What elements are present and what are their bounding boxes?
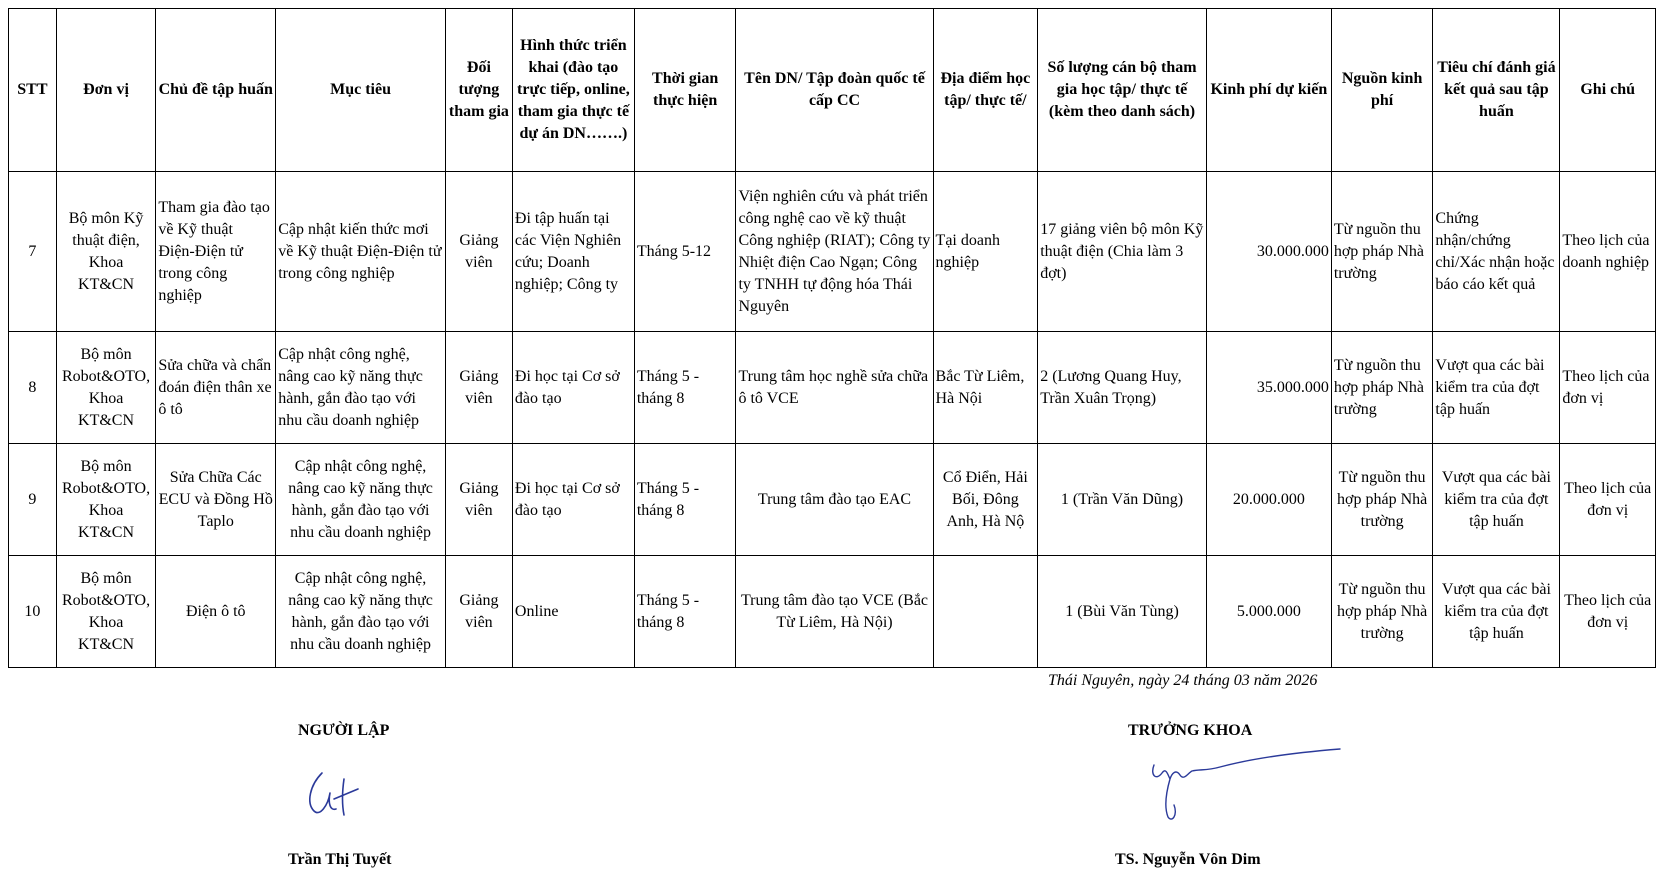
cell-hinh-thuc: Đi học tại Cơ sở đào tạo (512, 332, 634, 444)
cell-doi-tuong: Giảng viên (445, 332, 512, 444)
preparer-signature (300, 765, 380, 825)
cell-so-luong: 1 (Trần Văn Dũng) (1038, 444, 1207, 556)
header-doi-tuong: Đối tượng tham gia (445, 9, 512, 172)
cell-stt: 10 (9, 556, 57, 668)
header-nguon-kinh-phi: Nguồn kinh phí (1331, 9, 1433, 172)
dean-name: TS. Nguyễn Vôn Dim (1115, 851, 1261, 868)
table-row (9, 556, 1656, 668)
cell-so-luong: 2 (Lương Quang Huy, Trần Xuân Trọng) (1038, 332, 1207, 444)
cell-ghi-chu: Theo lịch của doanh nghiệp (1560, 172, 1656, 332)
cell-ten-dn: Viện nghiên cứu và phát triển công nghệ cao về kỹ thuật Công nghiệp (RIAT); Công ty Nhiệt điện Cao Ngạn; Công ty TNHH tự động hóa Thái Nguyên (736, 172, 933, 332)
cell-muc-tieu: Cập nhật công nghệ, nâng cao kỹ năng thực hành, gắn đào tạo với nhu cầu doanh nghiệp (276, 556, 446, 668)
cell-hinh-thuc: Đi học tại Cơ sở đào tạo (512, 444, 634, 556)
cell-ten-dn: Trung tâm đào tạo VCE (Bắc Từ Liêm, Hà Nội) (736, 556, 933, 668)
cell-thoi-gian: Tháng 5 - tháng 8 (634, 332, 736, 444)
cell-kinh-phi: 20.000.000 (1206, 444, 1331, 556)
header-hinh-thuc: Hình thức triển khai (đào tạo trực tiếp, online, tham gia thực tế dự án DN…….) (512, 9, 634, 172)
cell-muc-tieu: Cập nhật kiến thức mơi về Kỹ thuật Điện-Điện tử trong công nghiệp (276, 172, 446, 332)
cell-ghi-chu: Theo lịch của đơn vị (1560, 332, 1656, 444)
preparer-name: Trần Thị Tuyết (288, 851, 392, 868)
header-chu-de: Chủ đề tập huấn (156, 9, 276, 172)
cell-kinh-phi: 30.000.000 (1206, 172, 1331, 332)
header-kinh-phi: Kinh phí dự kiến (1206, 9, 1331, 172)
cell-dia-diem: Bắc Từ Liêm, Hà Nội (933, 332, 1038, 444)
header-muc-tieu: Mục tiêu (276, 9, 446, 172)
cell-kinh-phi: 35.000.000 (1206, 332, 1331, 444)
cell-don-vi: Bộ môn Robot&OTO, Khoa KT&CN (56, 332, 156, 444)
cell-tieu-chi: Vượt qua các bài kiểm tra của đợt tập huấn (1433, 332, 1560, 444)
cell-dia-diem (933, 556, 1038, 668)
cell-nguon-kinh-phi: Từ nguồn thu hợp pháp Nhà trường (1331, 332, 1433, 444)
table-row (9, 444, 1656, 556)
cell-so-luong: 17 giảng viên bộ môn Kỹ thuật điện (Chia làm 3 đợt) (1038, 172, 1207, 332)
cell-doi-tuong: Giảng viên (445, 556, 512, 668)
table-row (9, 332, 1656, 444)
header-tieu-chi: Tiêu chí đánh giá kết quả sau tập huấn (1433, 9, 1560, 172)
cell-tieu-chi: Vượt qua các bài kiểm tra của đợt tập huấn (1433, 556, 1560, 668)
header-ghi-chu: Ghi chú (1560, 9, 1656, 172)
cell-chu-de: Sửa chữa và chẩn đoán điện thân xe ô tô (156, 332, 276, 444)
cell-chu-de: Điện ô tô (156, 556, 276, 668)
cell-stt: 8 (9, 332, 57, 444)
cell-thoi-gian: Tháng 5 - tháng 8 (634, 556, 736, 668)
cell-doi-tuong: Giảng viên (445, 444, 512, 556)
header-dia-diem: Địa điểm học tập/ thực tế/ (933, 9, 1038, 172)
cell-dia-diem: Tại doanh nghiệp (933, 172, 1038, 332)
cell-nguon-kinh-phi: Từ nguồn thu hợp pháp Nhà trường (1331, 444, 1433, 556)
dean-signature (1140, 745, 1350, 825)
header-so-luong: Số lượng cán bộ tham gia học tập/ thực tế (kèm theo danh sách) (1038, 9, 1207, 172)
cell-chu-de: Sửa Chữa Các ECU và Đồng Hồ Taplo (156, 444, 276, 556)
cell-stt: 7 (9, 172, 57, 332)
cell-muc-tieu: Cập nhật công nghệ, nâng cao kỹ năng thực hành, gắn đào tạo với nhu cầu doanh nghiệp (276, 332, 446, 444)
cell-stt: 9 (9, 444, 57, 556)
cell-nguon-kinh-phi: Từ nguồn thu hợp pháp Nhà trường (1331, 556, 1433, 668)
cell-don-vi: Bộ môn Robot&OTO, Khoa KT&CN (56, 444, 156, 556)
cell-tieu-chi: Chứng nhận/chứng chỉ/Xác nhận hoặc báo cáo kết quả (1433, 172, 1560, 332)
cell-so-luong: 1 (Bùi Văn Tùng) (1038, 556, 1207, 668)
cell-don-vi: Bộ môn Kỹ thuật điện, Khoa KT&CN (56, 172, 156, 332)
header-thoi-gian: Thời gian thực hiện (634, 9, 736, 172)
training-plan-table (8, 8, 1656, 668)
cell-thoi-gian: Tháng 5 - tháng 8 (634, 444, 736, 556)
table-row (9, 172, 1656, 332)
cell-chu-de: Tham gia đào tạo về Kỹ thuật Điện-Điện tử trong công nghiệp (156, 172, 276, 332)
cell-ghi-chu: Theo lịch của đơn vị (1560, 556, 1656, 668)
header-don-vi: Đơn vị (56, 9, 156, 172)
dean-role: TRƯỞNG KHOA (1128, 722, 1253, 739)
header-ten-dn: Tên DN/ Tập đoàn quốc tế cấp CC (736, 9, 933, 172)
preparer-role: NGƯỜI LẬP (298, 722, 390, 739)
cell-hinh-thuc: Đi tập huấn tại các Viện Nghiên cứu; Doanh nghiệp; Công ty (512, 172, 634, 332)
cell-doi-tuong: Giảng viên (445, 172, 512, 332)
cell-ghi-chu: Theo lịch của đơn vị (1560, 444, 1656, 556)
header-row (9, 9, 1656, 172)
cell-don-vi: Bộ môn Robot&OTO, Khoa KT&CN (56, 556, 156, 668)
cell-thoi-gian: Tháng 5-12 (634, 172, 736, 332)
signing-date: Thái Nguyên, ngày 24 tháng 03 năm 2026 (1048, 672, 1318, 689)
cell-muc-tieu: Cập nhật công nghệ, nâng cao kỹ năng thực hành, gắn đào tạo với nhu cầu doanh nghiệp (276, 444, 446, 556)
cell-ten-dn: Trung tâm học nghề sửa chữa ô tô VCE (736, 332, 933, 444)
cell-hinh-thuc: Online (512, 556, 634, 668)
cell-ten-dn: Trung tâm đào tạo EAC (736, 444, 933, 556)
cell-nguon-kinh-phi: Từ nguồn thu hợp pháp Nhà trường (1331, 172, 1433, 332)
header-stt: STT (9, 9, 57, 172)
cell-dia-diem: Cổ Điển, Hải Bối, Đông Anh, Hà Nộ (933, 444, 1038, 556)
cell-tieu-chi: Vượt qua các bài kiểm tra của đợt tập huấn (1433, 444, 1560, 556)
cell-kinh-phi: 5.000.000 (1206, 556, 1331, 668)
